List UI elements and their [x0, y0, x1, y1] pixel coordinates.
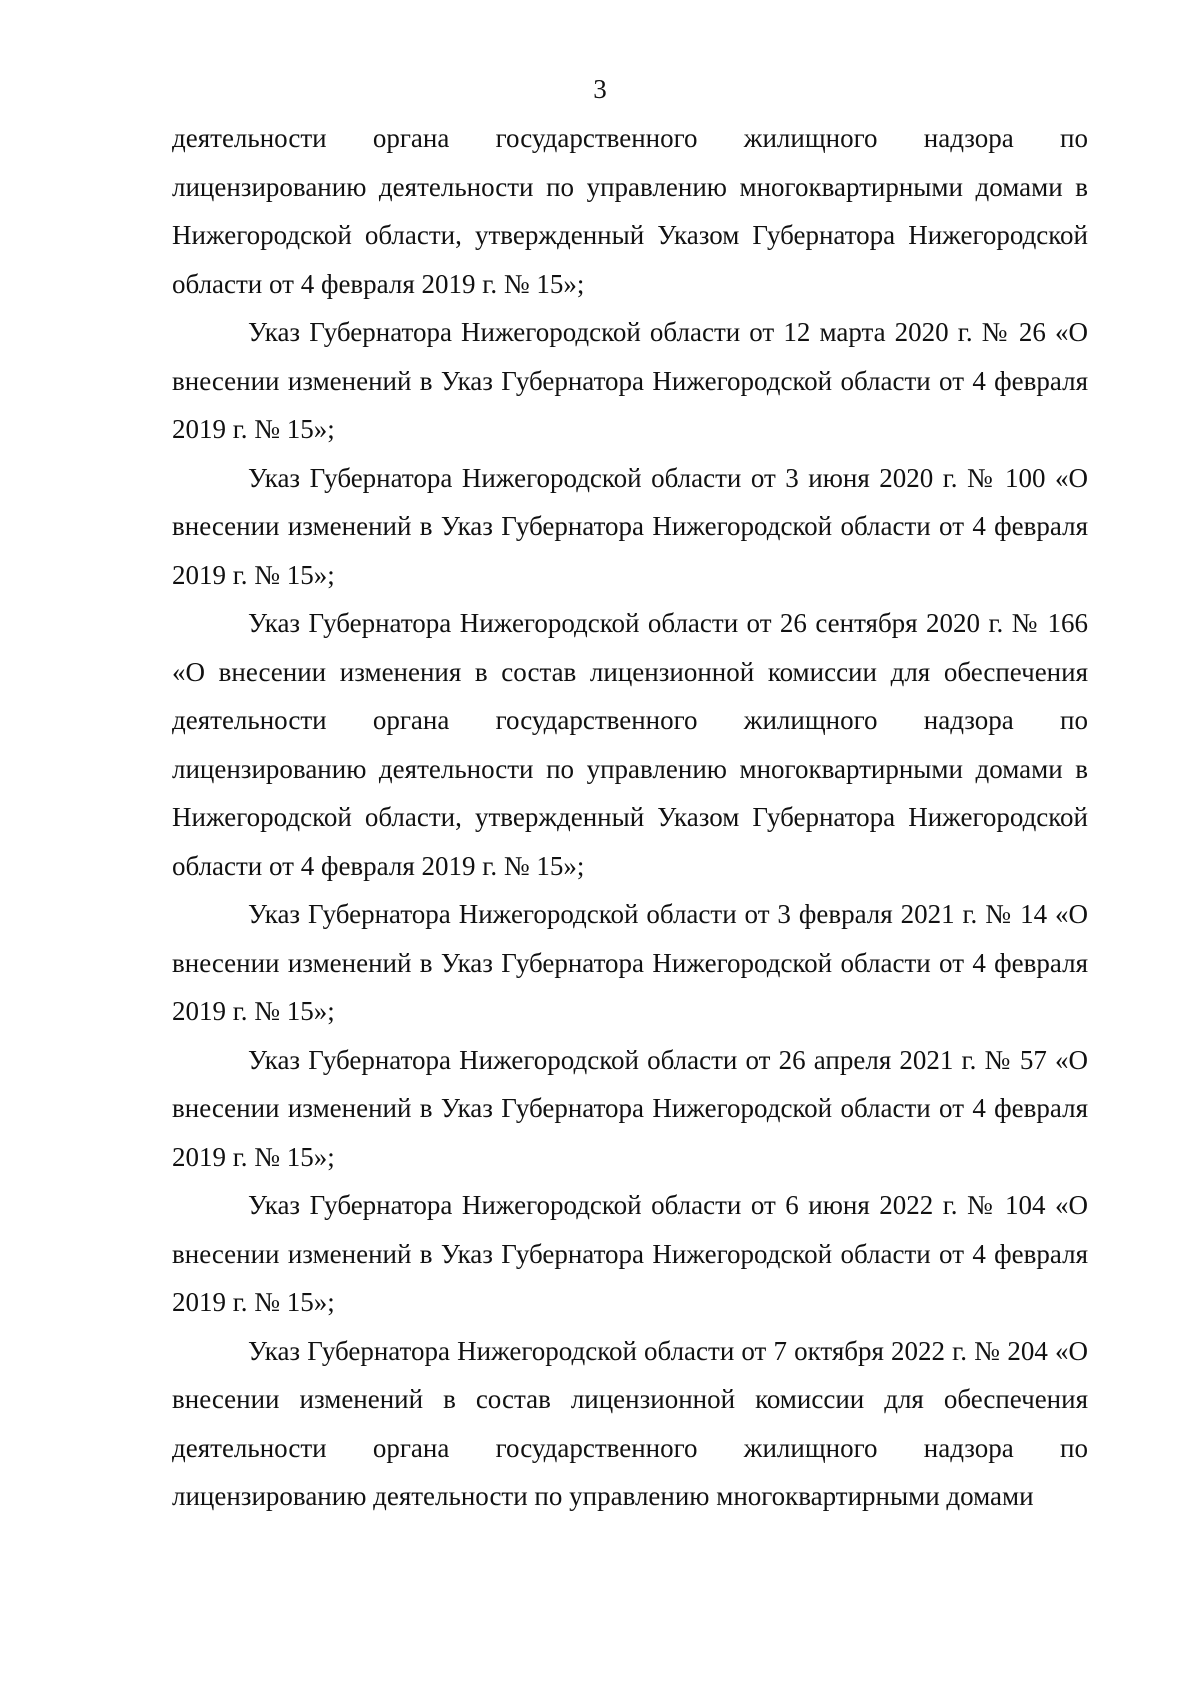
paragraph-decree-7-october-2022: Указ Губернатора Нижегородской области от 7 октября 2022 г. № 204 «О внесении изменений в состав лицензионной комиссии для обеспечения деятельности органа государственного жилищного надзора по лицензированию деятельности по управлению многоквартирными домами: [172, 1335, 1088, 1511]
paragraph-decree-26-september-2020: Указ Губернатора Нижегородской области от 26 сентября 2020 г. № 166 «О внесении изменения в состав лицензионной комиссии для обеспечения деятельности органа государственного жилищного надзора по лицензированию деятельности по управлению многоквартирными домами в Нижегородской области, утвержденный Указом Губернатора Нижегородской области от 4 февраля 2019 г. № 15»;: [172, 608, 1088, 881]
paragraph-decree-3-february-2021: Указ Губернатора Нижегородской области от 3 февраля 2021 г. № 14 «О внесении изменений в Указ Губернатора Нижегородской области от 4 февраля 2019 г. № 15»;: [172, 899, 1088, 1026]
paragraph-decree-3-june-2020: Указ Губернатора Нижегородской области от 3 июня 2020 г. № 100 «О внесении изменений в Указ Губернатора Нижегородской области от 4 февраля 2019 г. № 15»;: [172, 462, 1088, 590]
paragraph-continuation: деятельности органа государственного жилищного надзора по лицензированию деятельности по управлению многоквартирными домами в Нижегородской области, утвержденный Указом Губернатора Нижегородской области от 4 февраля 2019 г. № 15»;: [172, 123, 1088, 299]
paragraph-decree-26-april-2021: Указ Губернатора Нижегородской области от 26 апреля 2021 г. № 57 «О внесении изменений в Указ Губернатора Нижегородской области от 4 февраля 2019 г. № 15»;: [172, 1044, 1088, 1172]
page-number: 3: [593, 74, 607, 104]
paragraph-decree-12-march-2020: Указ Губернатора Нижегородской области от 12 марта 2020 г. № 26 «О внесении изменений в Указ Губернатора Нижегородской области от 4 февраля 2019 г. № 15»;: [172, 317, 1088, 444]
paragraph-decree-6-june-2022: Указ Губернатора Нижегородской области от 6 июня 2022 г. № 104 «О внесении изменений в Указ Губернатора Нижегородской области от 4 февраля 2019 г. № 15»;: [172, 1190, 1088, 1317]
document-body: [172, 114, 1088, 1521]
